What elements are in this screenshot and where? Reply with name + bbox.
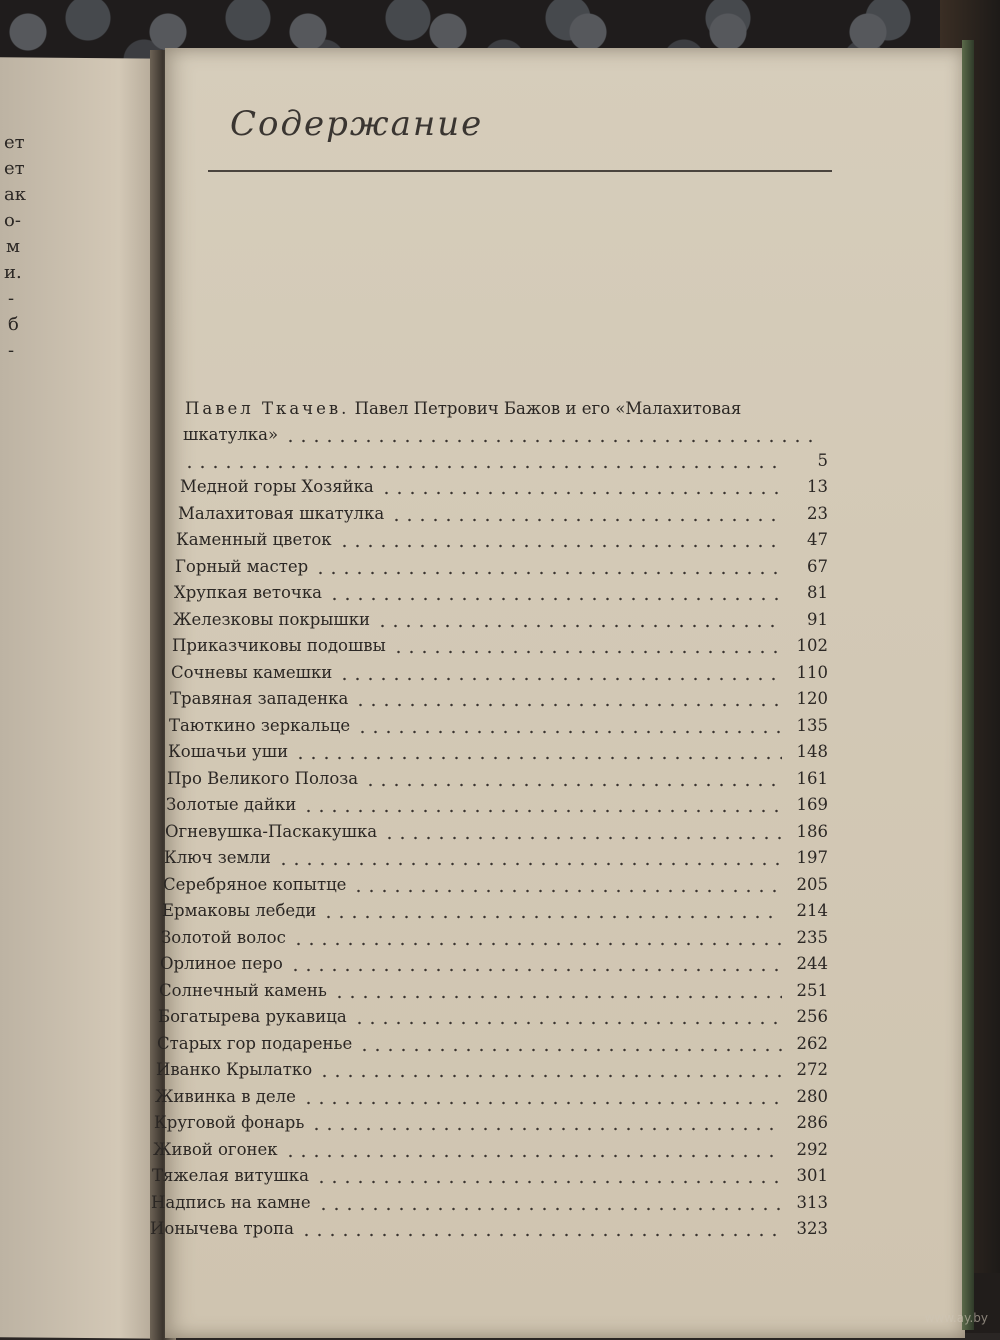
toc-page-number: 135 (796, 715, 828, 735)
toc-page-number: 120 (796, 689, 828, 708)
left-fragment: ак (4, 184, 26, 205)
toc-leader-dots (289, 953, 782, 973)
toc-entry (150, 1212, 828, 1238)
toc-leader-dots (338, 662, 782, 682)
toc-page-number: 292 (796, 1139, 828, 1159)
toc-entry (165, 815, 828, 841)
toc-entry (175, 550, 828, 576)
toc-leader-dots (292, 927, 782, 947)
toc-page-number: 13 (807, 477, 828, 496)
toc-entry (156, 1053, 828, 1079)
toc-title: Золотые дайки (166, 795, 297, 814)
toc-title: Богатырева рукавица (158, 1007, 347, 1026)
toc-entry (174, 576, 828, 602)
toc-leader-dots (352, 874, 782, 894)
toc-leader-dots (294, 741, 782, 761)
toc-title: Малахитовая шкатулка (178, 503, 385, 523)
toc-page-number: 205 (796, 874, 828, 894)
toc-title: Серебряное копытце (163, 874, 347, 894)
toc-leader-dots (315, 1165, 782, 1185)
toc-title: Ермаковы лебеди (162, 901, 317, 920)
toc-title: Травяная западенка (170, 689, 349, 708)
toc-page-number: 186 (796, 821, 828, 841)
toc-title: Круговой фонарь (154, 1113, 305, 1132)
toc-entry (163, 868, 828, 894)
toc-leader-dots (322, 900, 782, 920)
toc-page-number: 102 (796, 636, 828, 655)
left-fragment: - (8, 340, 15, 361)
toc-leader-dots (380, 476, 782, 496)
toc-title: Таюткино зеркальце (169, 715, 351, 735)
toc-entry (155, 1080, 828, 1106)
toc-page-number: 323 (796, 1219, 828, 1238)
toc-leader-dots (376, 609, 782, 629)
toc-entry (178, 497, 828, 523)
toc-entry (157, 1027, 828, 1053)
toc-title: Ключ земли (164, 848, 271, 867)
left-fragment: о- (4, 210, 21, 231)
toc-entry (168, 735, 828, 761)
toc-entry (180, 470, 828, 496)
toc-leader-dots (302, 794, 782, 814)
toc-leader-dots (356, 715, 782, 735)
toc-title: Солнечный камень (159, 980, 327, 1000)
toc-title: Каменный цветок (176, 530, 332, 549)
toc-page-number: 47 (807, 530, 828, 549)
toc-page-number: 235 (796, 927, 828, 947)
toc-leader-dots (310, 1112, 782, 1132)
toc-title: Медной горы Хозяйка (180, 477, 374, 496)
toc-entry (171, 656, 828, 682)
toc-leader-dots (302, 1086, 782, 1106)
toc-page-number: 272 (796, 1060, 828, 1079)
toc-page-number: 301 (796, 1166, 828, 1185)
toc-page-number: 5 (817, 451, 828, 470)
toc-page-number: 67 (807, 556, 828, 576)
toc-entry (151, 1186, 828, 1212)
toc-leader-dots (392, 635, 782, 655)
toc-entry (154, 1106, 828, 1132)
toc-title: Тяжелая витушка (152, 1166, 309, 1185)
toc-leader-dots (317, 1192, 782, 1212)
toc-title: Живинка в деле (155, 1086, 296, 1106)
toc-title: Горный мастер (175, 556, 309, 576)
toc-title: Про Великого Полоза (167, 768, 359, 788)
toc-entry (167, 762, 828, 788)
toc-page-number: 161 (796, 768, 828, 788)
toc-page-number: 169 (796, 795, 828, 814)
toc-page-number: 262 (796, 1033, 828, 1053)
toc-entry (176, 523, 828, 549)
toc-leader-dots (277, 847, 782, 867)
toc-first-title: Павел Петрович Бажов и его «Малахитовая (354, 399, 742, 418)
left-fragment: ет (4, 158, 25, 179)
toc-page-number: 256 (796, 1007, 828, 1026)
toc-title: Орлиное перо (160, 954, 283, 973)
toc-page-number: 81 (807, 583, 828, 602)
toc-title: Хрупкая веточка (174, 583, 322, 602)
page-title: Содержание (230, 104, 484, 144)
toc-entry (166, 788, 828, 814)
toc-page-number: 313 (796, 1192, 828, 1212)
toc-entry (152, 1159, 828, 1185)
toc-title: Приказчиковы подошвы (172, 636, 386, 655)
left-fragment: м (6, 236, 21, 257)
toc-entry (172, 629, 828, 655)
toc-page-number: 244 (796, 954, 828, 973)
toc-title: Старых гор подаренье (157, 1033, 353, 1053)
toc-title: Живой огонек (153, 1139, 278, 1159)
left-fragment: ет (4, 132, 25, 153)
toc-entry (173, 603, 828, 629)
toc-title: Кошачьи уши (168, 742, 289, 761)
toc-entry (159, 974, 828, 1000)
toc-title: Золотой волос (161, 927, 286, 947)
toc-title: Сочневы камешки (171, 662, 333, 682)
toc-entry (158, 1000, 828, 1026)
left-fragment: - (8, 288, 15, 309)
toc-leader-dots (390, 503, 782, 523)
toc-leader-dots (314, 556, 782, 576)
toc-leader-dots (300, 1218, 782, 1238)
toc-entry (161, 921, 828, 947)
toc-leader-dots (333, 980, 782, 1000)
toc-title: шкатулка» (183, 425, 279, 444)
toc-page-number: 148 (796, 742, 828, 761)
toc-title: Иванко Крылатко (156, 1060, 313, 1079)
toc-leader-dots (338, 529, 782, 549)
toc-author: Павел Ткачев. (185, 399, 350, 418)
toc-page-number: 197 (796, 848, 828, 867)
watermark: www.ay.by (924, 1311, 988, 1325)
toc-title: Железковы покрышки (173, 609, 371, 629)
toc-leader-dots (383, 821, 782, 841)
toc-entry (160, 947, 828, 973)
toc-leader-dots (284, 1139, 782, 1159)
toc-title: Надпись на камне (151, 1192, 311, 1212)
left-fragment: б (8, 314, 19, 335)
toc-leader-dots (353, 1006, 782, 1026)
toc-leader-dots (328, 582, 782, 602)
toc-title: Огневушка-Паскакушка (165, 821, 378, 841)
toc-entry (162, 894, 828, 920)
toc-entry (170, 682, 828, 708)
toc-page-number: 91 (807, 609, 828, 629)
toc-page-number: 110 (796, 662, 828, 682)
left-fragment: и. (4, 262, 22, 283)
toc-entry (153, 1133, 828, 1159)
toc-leader-dots (364, 768, 782, 788)
toc-page-number: 251 (796, 980, 828, 1000)
toc-leader-dots (358, 1033, 782, 1053)
toc-title: Ионычева тропа (150, 1219, 294, 1238)
toc-page-number: 23 (807, 503, 828, 523)
toc-page-number: 214 (796, 901, 828, 920)
toc-leader-dots (318, 1059, 782, 1079)
toc-entry (164, 841, 828, 867)
toc-page-number: 280 (796, 1086, 828, 1106)
toc-leader-dots (354, 688, 782, 708)
toc-page-number: 286 (796, 1113, 828, 1132)
toc-entry (169, 709, 828, 735)
